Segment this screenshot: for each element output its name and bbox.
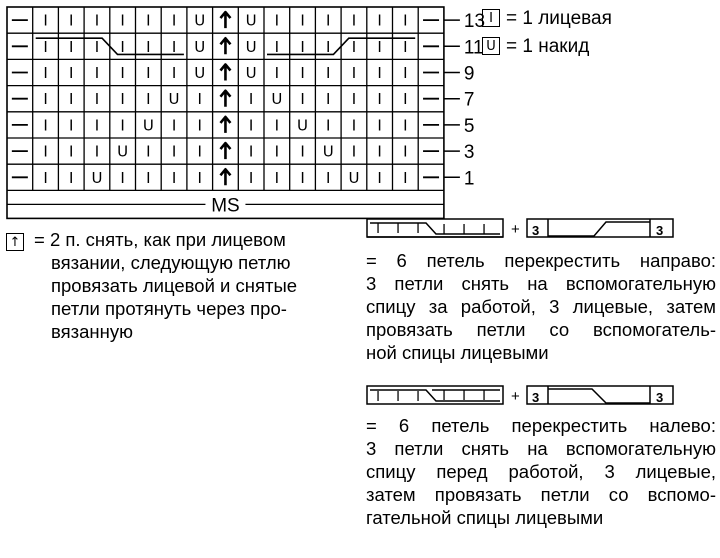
yarnover-symbol: U bbox=[194, 37, 206, 56]
cable-left-count-1: 3 bbox=[532, 390, 540, 405]
cable-right-note bbox=[366, 249, 716, 364]
yarnover-symbol: U bbox=[194, 64, 206, 82]
svg-text:I: I bbox=[482, 389, 486, 404]
legend-knit-symbol: I bbox=[482, 9, 500, 27]
knit-symbol: I bbox=[326, 37, 331, 56]
knit-symbol: I bbox=[300, 37, 305, 56]
svg-text:I: I bbox=[376, 222, 380, 237]
knit-symbol: I bbox=[43, 37, 48, 56]
decrease-arrow-symbol: ↑ bbox=[6, 233, 24, 251]
knit-symbol: I bbox=[403, 11, 408, 30]
knit-symbol: I bbox=[120, 90, 125, 109]
decrease-arrow-symbol bbox=[220, 65, 230, 81]
cable-left-count-2: 3 bbox=[656, 390, 664, 405]
cable-right-line: спицу за работой, 3 лицевые, затем bbox=[366, 296, 716, 317]
knit-symbol: I bbox=[274, 168, 280, 187]
yarnover-symbol: U bbox=[245, 37, 257, 56]
decrease-arrow-symbol bbox=[220, 169, 230, 185]
cable-right-count-2: 3 bbox=[656, 223, 664, 238]
knit-symbol: I bbox=[120, 37, 125, 56]
yarnover-symbol: U bbox=[117, 142, 129, 161]
knit-symbol: I bbox=[403, 64, 408, 82]
knit-symbol: I bbox=[197, 142, 202, 161]
ms-label: MS bbox=[211, 195, 240, 217]
knit-symbol: I bbox=[146, 142, 151, 161]
knit-symbol: I bbox=[146, 168, 151, 187]
knit-symbol: I bbox=[171, 142, 177, 161]
knit-symbol: I bbox=[351, 11, 357, 30]
svg-text:I: I bbox=[416, 222, 420, 237]
knit-symbol: I bbox=[120, 168, 125, 187]
svg-text:I: I bbox=[442, 389, 446, 404]
knit-symbol: I bbox=[69, 90, 74, 109]
knit-symbol: I bbox=[171, 116, 177, 135]
knit-symbol: I bbox=[274, 37, 280, 56]
cable-right-plus: + bbox=[511, 221, 520, 238]
knit-symbol: I bbox=[171, 37, 177, 56]
knit-symbol: I bbox=[197, 116, 202, 135]
knit-symbol: I bbox=[300, 90, 305, 109]
knit-symbol: I bbox=[403, 90, 408, 109]
knit-symbol: I bbox=[146, 90, 151, 109]
knit-symbol: I bbox=[300, 168, 305, 187]
knit-symbol: I bbox=[69, 37, 74, 56]
yarnover-symbol: U bbox=[271, 90, 283, 109]
knit-symbol: I bbox=[377, 168, 382, 187]
knit-symbol: I bbox=[326, 64, 331, 82]
knit-symbol: I bbox=[274, 116, 280, 135]
knit-symbol: I bbox=[120, 64, 125, 82]
knit-symbol: I bbox=[403, 116, 408, 135]
knit-symbol: I bbox=[326, 116, 331, 135]
yarnover-symbol: U bbox=[142, 116, 154, 135]
knit-symbol: I bbox=[377, 11, 382, 30]
decrease-note-line: вязанную bbox=[51, 321, 133, 342]
knit-symbol: I bbox=[120, 116, 125, 135]
knit-symbol: I bbox=[300, 11, 305, 30]
knit-symbol: I bbox=[69, 11, 74, 30]
decrease-note bbox=[34, 228, 297, 343]
decrease-note-line: петли протянуть через про- bbox=[51, 298, 287, 319]
svg-text:I: I bbox=[462, 389, 466, 404]
decrease-arrow-symbol bbox=[220, 143, 230, 159]
knit-symbol: I bbox=[94, 64, 100, 82]
row-number: 1 bbox=[463, 168, 475, 190]
knit-symbol: I bbox=[146, 37, 151, 56]
knit-symbol: I bbox=[43, 64, 48, 82]
knit-symbol: I bbox=[94, 11, 100, 30]
knit-symbol: I bbox=[43, 90, 48, 109]
knit-symbol: I bbox=[69, 168, 74, 187]
knit-symbol: I bbox=[300, 64, 305, 82]
decrease-note-line: провязать лицевой и снятые bbox=[51, 275, 298, 296]
knit-symbol: I bbox=[94, 142, 100, 161]
legend-yarnover-symbol: U bbox=[482, 37, 500, 55]
decrease-note-line: вязании, следующую петлю bbox=[51, 252, 291, 273]
knit-symbol: I bbox=[351, 37, 357, 56]
knit-symbol: I bbox=[351, 90, 357, 109]
knit-symbol: I bbox=[171, 11, 177, 30]
knit-symbol: I bbox=[43, 168, 48, 187]
knit-symbol: I bbox=[171, 168, 177, 187]
svg-text:I: I bbox=[396, 222, 400, 237]
svg-text:I: I bbox=[416, 390, 420, 405]
legend-yarnover-text: = 1 накид bbox=[506, 36, 590, 57]
knit-symbol: I bbox=[377, 142, 382, 161]
knit-symbol: I bbox=[403, 168, 408, 187]
cable-right-line: провязать петли со вспомогатель- bbox=[366, 319, 716, 340]
cable-right-line: = 6 петель перекрестить направо: bbox=[366, 250, 716, 271]
knit-symbol: I bbox=[94, 37, 100, 56]
svg-text:I: I bbox=[462, 223, 466, 238]
svg-text:I: I bbox=[442, 223, 446, 238]
knit-symbol: I bbox=[69, 64, 74, 82]
knit-symbol: I bbox=[171, 64, 177, 82]
legend-knit-text: = 1 лицевая bbox=[506, 8, 612, 29]
row-number: 13 bbox=[463, 11, 486, 33]
knit-symbol: I bbox=[43, 142, 48, 161]
cable-left-symbol bbox=[366, 383, 506, 407]
row-number: 3 bbox=[463, 142, 475, 164]
knit-symbol: I bbox=[248, 142, 254, 161]
knit-symbol: I bbox=[120, 11, 125, 30]
cable-left-line: затем провязать петли со вспомо- bbox=[366, 484, 716, 505]
yarnover-symbol: U bbox=[245, 11, 257, 30]
knit-symbol: I bbox=[326, 11, 331, 30]
knit-symbol: I bbox=[248, 90, 254, 109]
cable-left-line: 3 петли снять на вспомогательную bbox=[366, 438, 716, 459]
knit-symbol: I bbox=[351, 142, 357, 161]
knit-symbol: I bbox=[197, 90, 202, 109]
cable-right-line: ной спицы лицевыми bbox=[366, 342, 549, 363]
knit-symbol: I bbox=[69, 142, 74, 161]
cable-right-line: 3 петли снять на вспомогательную bbox=[366, 273, 716, 294]
cable-left-line: спицу перед работой, 3 лицевые, bbox=[366, 461, 716, 482]
knit-symbol: I bbox=[377, 116, 382, 135]
cable-left-plus: + bbox=[511, 388, 520, 405]
decrease-arrow-symbol bbox=[220, 38, 230, 54]
yarnover-symbol: U bbox=[194, 11, 206, 30]
knit-symbol: I bbox=[377, 64, 382, 82]
cable-left-alt-symbol bbox=[526, 383, 676, 407]
svg-text:I: I bbox=[482, 223, 486, 238]
knit-symbol: I bbox=[146, 64, 151, 82]
knit-symbol: I bbox=[274, 142, 280, 161]
yarnover-symbol: U bbox=[91, 168, 103, 187]
knit-symbol: I bbox=[43, 11, 48, 30]
knit-symbol: I bbox=[43, 116, 48, 135]
decrease-arrow-symbol bbox=[220, 91, 230, 107]
yarnover-symbol: U bbox=[348, 168, 360, 187]
svg-text:I: I bbox=[376, 390, 380, 405]
knit-symbol: I bbox=[69, 116, 74, 135]
yarnover-symbol: U bbox=[168, 90, 180, 109]
cable-left-line: = 6 петель перекрестить налево: bbox=[366, 415, 716, 436]
yarnover-symbol: U bbox=[322, 142, 334, 161]
knit-symbol: I bbox=[94, 116, 100, 135]
knit-symbol: I bbox=[274, 11, 280, 30]
knit-symbol: I bbox=[94, 90, 100, 109]
knit-symbol: I bbox=[403, 142, 408, 161]
row-number: 7 bbox=[463, 89, 475, 111]
row-number: 9 bbox=[463, 63, 475, 85]
knit-symbol: I bbox=[351, 116, 357, 135]
row-number: 11 bbox=[463, 37, 484, 59]
knit-symbol: I bbox=[248, 116, 254, 135]
decrease-note-line: = 2 п. снять, как при лицевом bbox=[34, 229, 286, 250]
knit-symbol: I bbox=[326, 90, 331, 109]
yarnover-symbol: U bbox=[297, 116, 309, 135]
knit-symbol: I bbox=[197, 168, 202, 187]
cable-right-count-1: 3 bbox=[532, 223, 540, 238]
cable-right-symbol bbox=[366, 216, 506, 240]
row-number: 5 bbox=[463, 115, 475, 137]
knit-symbol: I bbox=[377, 37, 382, 56]
knit-symbol: I bbox=[326, 168, 331, 187]
svg-text:I: I bbox=[396, 390, 400, 405]
cable-left-line: гательной спицы лицевыми bbox=[366, 507, 604, 528]
knit-symbol: I bbox=[377, 90, 382, 109]
knit-symbol: I bbox=[274, 64, 280, 82]
decrease-arrow-symbol bbox=[220, 12, 230, 28]
cable-left-note bbox=[366, 414, 716, 529]
knit-symbol: I bbox=[403, 37, 408, 56]
yarnover-symbol: U bbox=[245, 64, 257, 82]
knit-symbol: I bbox=[300, 142, 305, 161]
decrease-arrow-symbol bbox=[220, 117, 230, 133]
cable-right-alt-symbol bbox=[526, 216, 676, 240]
knit-symbol: I bbox=[248, 168, 254, 187]
knit-symbol: I bbox=[146, 11, 151, 30]
knit-symbol: I bbox=[351, 64, 357, 82]
